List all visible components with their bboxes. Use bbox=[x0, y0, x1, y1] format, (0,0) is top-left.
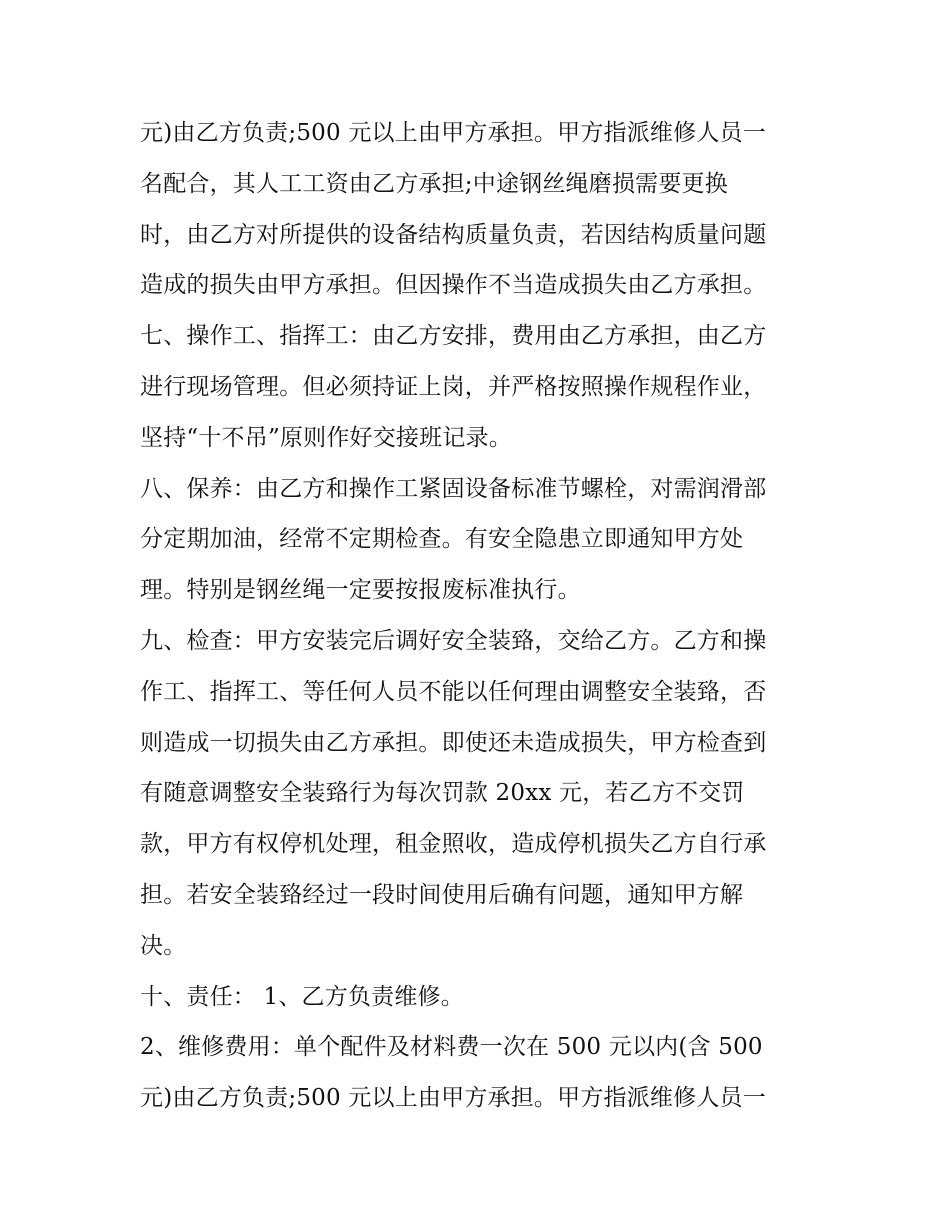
text-line: 则造成一切损失由乙方承担。即使还未造成损失，甲方检查到 bbox=[140, 729, 767, 756]
text-line: 理。特别是钢丝绳一定要按报废标准执行。 bbox=[140, 577, 581, 604]
clause-ten-line: 十、责任： 1、乙方负责维修。 bbox=[140, 983, 464, 1010]
text-line: 款，甲方有权停机处理，租金照收，造成停机损失乙方自行承 bbox=[140, 831, 767, 858]
text-line: 分定期加油，经常不定期检查。有安全隐患立即通知甲方处 bbox=[140, 526, 744, 553]
text-line: 元)由乙方负责;500 元以上由甲方承担。甲方指派维修人员一 bbox=[140, 120, 766, 146]
text-line: 名配合，其人工工资由乙方承担;中途钢丝绳磨损需要更换 bbox=[140, 170, 728, 197]
text-line: 元)由乙方负责;500 元以上由甲方承担。甲方指派维修人员一 bbox=[140, 1085, 766, 1112]
contract-text bbox=[140, 108, 830, 1124]
clause-nine-line: 九、检查：甲方安装完后调好安全装臵，交给乙方。乙方和操 bbox=[140, 627, 767, 654]
text-line: 造成的损失由甲方承担。但因操作不当造成损失由乙方承担。 bbox=[140, 272, 767, 299]
text-line: 作工、指挥工、等任何人员不能以任何理由调整安全装臵，否 bbox=[140, 678, 767, 705]
text-line: 进行现场管理。但必须持证上岗，并严格按照操作规程作业， bbox=[140, 373, 767, 400]
clause-eight-line: 八、保养：由乙方和操作工紧固设备标准节螺栓，对需润滑部 bbox=[140, 475, 767, 502]
text-line: 有随意调整安全装臵行为每次罚款 20xx 元，若乙方不交罚 bbox=[140, 780, 745, 807]
text-line: 坚持“十不吊”原则作好交接班记录。 bbox=[140, 424, 512, 451]
clause-seven-line: 七、操作工、指挥工：由乙方安排，费用由乙方承担，由乙方 bbox=[140, 323, 767, 350]
text-line: 担。若安全装臵经过一段时间使用后确有问题，通知甲方解 bbox=[140, 881, 744, 908]
text-line: 时，由乙方对所提供的设备结构质量负责，若因结构质量问题 bbox=[140, 221, 767, 248]
text-line: 决。 bbox=[140, 932, 187, 959]
text-line: 2、维修费用：单个配件及材料费一次在 500 元以内(含 500 bbox=[140, 1034, 763, 1061]
